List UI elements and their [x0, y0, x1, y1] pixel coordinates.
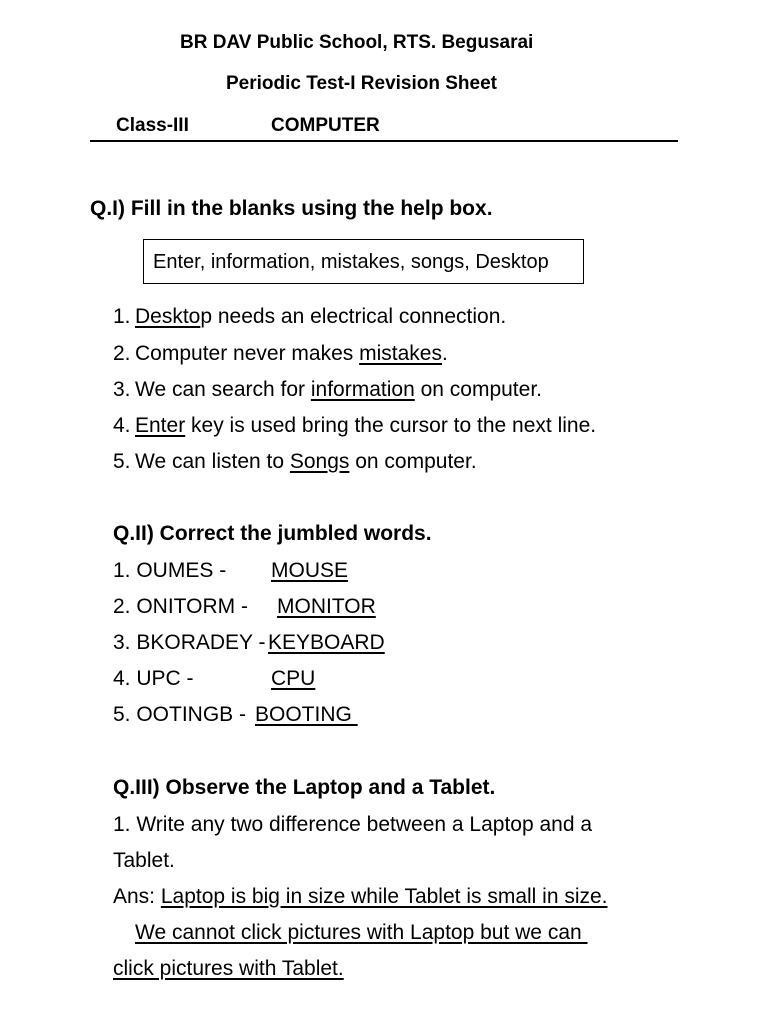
q1-answer: information: [310, 378, 415, 401]
q3-answer-line-3: click pictures with Tablet.: [113, 957, 344, 980]
help-box-text: Enter, information, mistakes, songs, Desktop: [153, 251, 549, 273]
q1-answer: mistakes: [359, 342, 442, 365]
q1-post: on computer.: [349, 450, 477, 473]
q1-item-text: [135, 379, 542, 400]
header-divider: [90, 140, 678, 142]
q3-answer-line-2: We cannot click pictures with Laptop but we can: [135, 921, 588, 944]
q1-post: .: [441, 342, 448, 365]
q2-answer: BOOTING: [255, 703, 358, 726]
q1-item-number: 1.: [113, 305, 131, 328]
q1-answer: Deskto: [135, 305, 201, 328]
q1-item-text: [135, 306, 506, 327]
q2-jumbled: 4. UPC -: [113, 667, 194, 690]
q2-answer: KEYBOARD: [268, 631, 385, 654]
q1-item-text: [135, 343, 448, 364]
q1-answer: Songs: [289, 450, 350, 473]
q1-post: p needs an electrical connection.: [200, 305, 507, 328]
q2-jumbled: 1. OUMES -: [113, 559, 227, 582]
q2-answer: MONITOR: [277, 595, 376, 618]
q2-heading: Q.II) Correct the jumbled words.: [113, 522, 432, 545]
q3-question-line-2: Tablet.: [113, 849, 175, 872]
q1-item-text: [135, 415, 596, 436]
q2-answer: CPU: [271, 667, 316, 690]
q1-answer: Enter: [135, 414, 186, 437]
q1-post: key is used bring the cursor to the next line.: [185, 414, 597, 437]
school-name: BR DAV Public School, RTS. Begusarai: [180, 32, 534, 53]
q2-jumbled: 3. BKORADEY -: [113, 631, 266, 654]
subject-label: COMPUTER: [271, 115, 380, 136]
sheet-title: Periodic Test-I Revision Sheet: [226, 73, 498, 94]
ans-text: Laptop is big in size while Tablet is small in size.: [160, 885, 608, 908]
q3-answer-line-1: [113, 886, 608, 907]
q1-pre: Computer never makes: [135, 342, 360, 365]
class-label: Class-III: [116, 115, 189, 136]
ans-label: Ans:: [113, 885, 161, 908]
q1-item-number: 4.: [113, 414, 131, 437]
q1-item-number: 3.: [113, 378, 131, 401]
q1-item-number: 2.: [113, 342, 131, 365]
q2-answer: MOUSE: [271, 559, 349, 582]
q1-pre: We can listen to: [135, 450, 290, 473]
q3-question-line-1: 1. Write any two difference between a Laptop and a: [113, 813, 593, 836]
q3-heading: Q.III) Observe the Laptop and a Tablet.: [113, 776, 496, 799]
q1-item-number: 5.: [113, 450, 131, 473]
q1-pre: We can search for: [135, 378, 311, 401]
q1-heading: Q.I) Fill in the blanks using the help box.: [90, 197, 493, 220]
q2-jumbled: 5. OOTINGB -: [113, 703, 247, 726]
help-box: [143, 239, 584, 284]
q1-item-text: [135, 451, 477, 472]
q2-jumbled: 2. ONITORM -: [113, 595, 248, 618]
q1-post: on computer.: [414, 378, 542, 401]
